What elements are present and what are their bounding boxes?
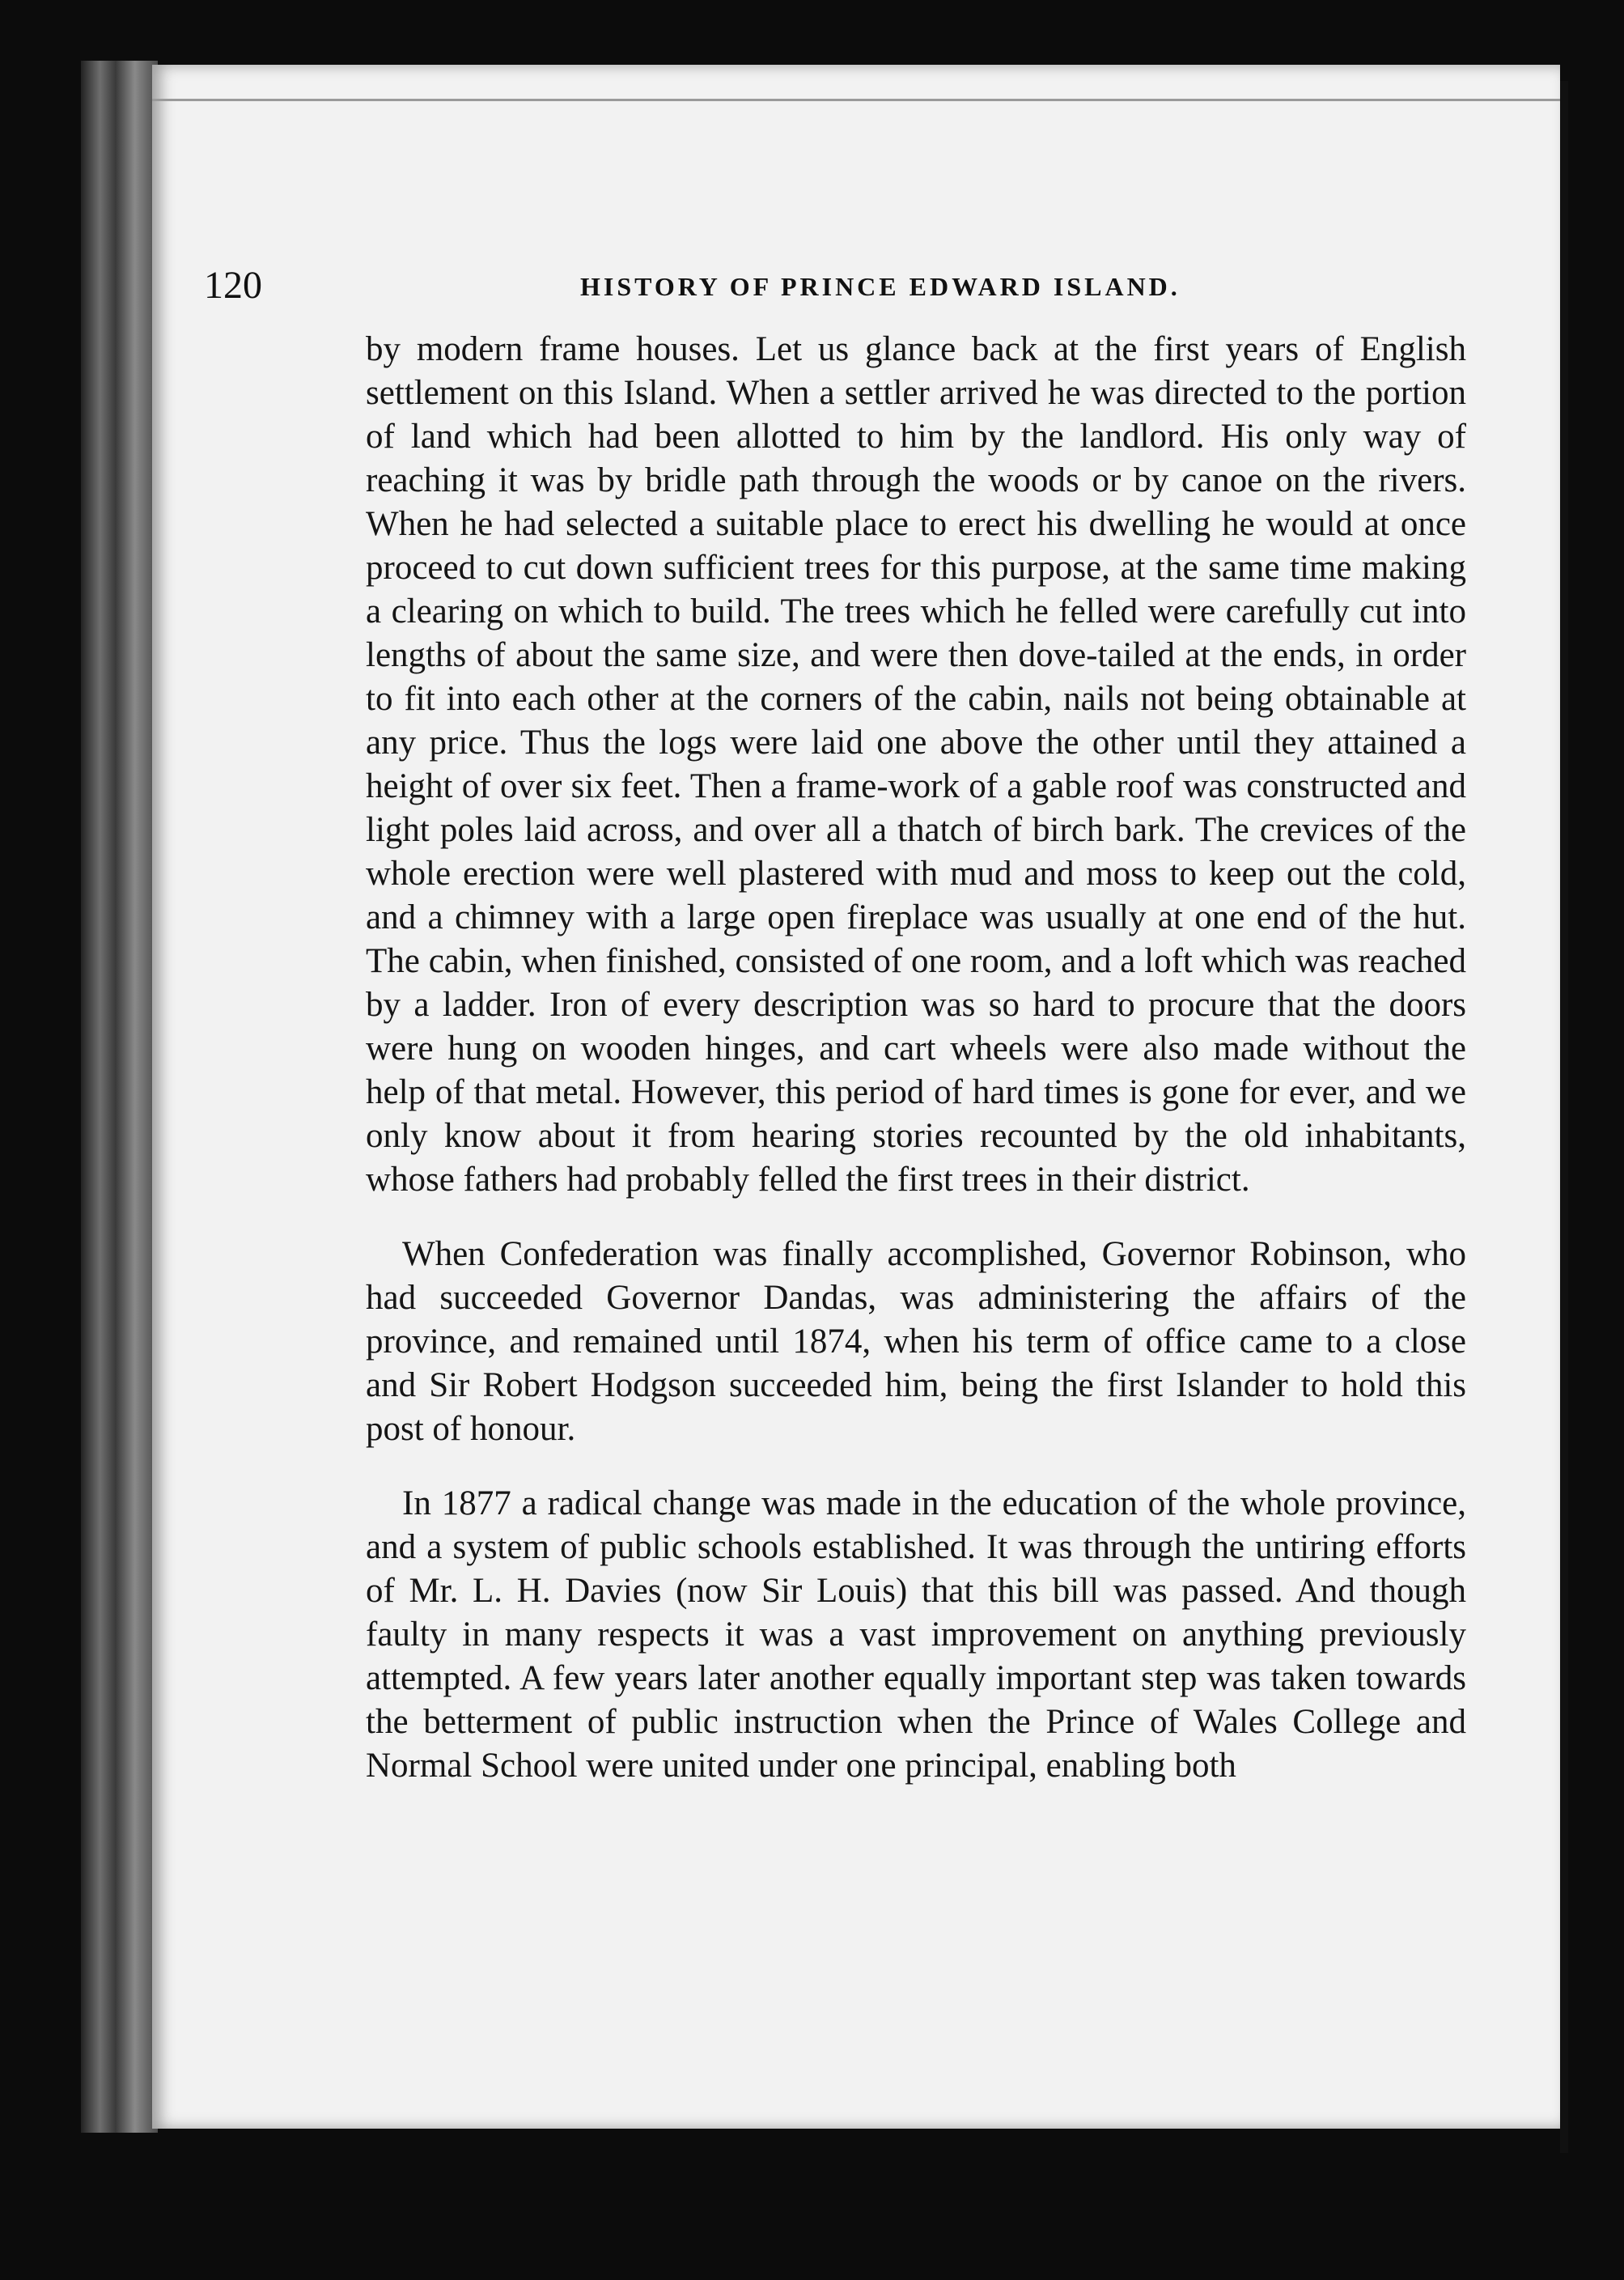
paragraph-3: In 1877 a radical change was made in the education of the whole province, and a system of public schools established. It was through the untiring efforts of Mr. L. H. Davies (now Sir Louis) that this bill was passed. And though faulty in many respects it was a vast improvement on anything previously attempted. A few years later another equally important step was taken towards the betterment of public instruction when the Prince of Wales College and Normal School were united under one principal, enabling both [366,1484,1466,1785]
page-number: 120 [204,264,262,307]
page-top-rule [152,99,1560,101]
paragraph-1: by modern frame houses. Let us glance back at the first years of English settlement on this Island. When a settler arrived he was directed to the portion of land which had been allotted to him by the landlord. His only way of reaching it was by bridle path through the woods or by canoe on the rivers. When he had selected a suitable place to erect his dwelling he would at once proceed to cut down sufficient trees for this purpose, at the same time making a clearing on which to build. The trees which he felled were carefully cut into lengths of about the same size, and were then dove-tailed at the ends, in order to fit into each other at the corners of the cabin, nails not being obtainable at any price. Thus the logs were laid one above the other until they attained a height of over six feet. Then a frame-work of a gable roof was constructed and light poles laid across, and over all a thatch of birch bark. The crevices of the whole erection were well plastered with mud and moss to keep out the cold, and a chimney with a large open fireplace was usually at one end of the hut. The cabin, when finished, consisted of one room, and a loft which was reached by a ladder. Iron of every description was so hard to procure that the doors were hung on wooden hinges, and cart wheels were also made without the help of that metal. However, this period of hard times is gone for ever, and we only know about it from hearing stories recounted by the old inhabitants, whose fathers had probably felled the first trees in their district. [366,330,1466,1199]
page-right-border [1560,81,1568,2153]
page-header [204,257,1466,322]
paragraph-2: When Confederation was finally accomplished, Governor Robinson, who had succeeded Governor Dandas, was administering the affairs of the province, and remained until 1874, when his term of office came to a close and Sir Robert Hodgson succeeded him, being the first Islander to hold this post of honour. [366,1235,1466,1448]
body-text [366,328,1466,1819]
running-title: HISTORY OF PRINCE EDWARD ISLAND. [580,272,1181,301]
book-spine-edge [81,61,158,2133]
